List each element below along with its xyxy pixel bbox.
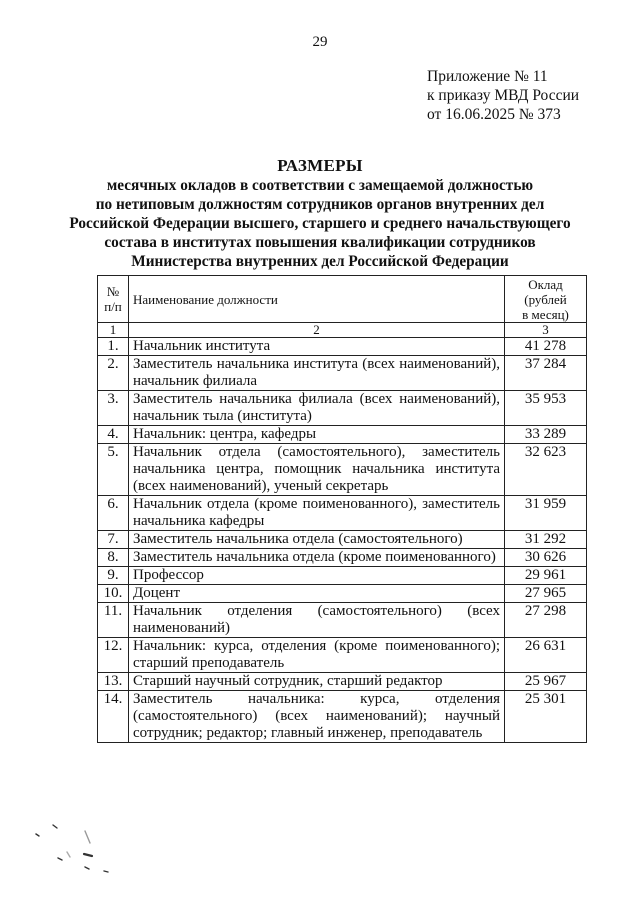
header-salary (505, 276, 587, 323)
position-name: Старший научный сотрудник, старший редактор (129, 673, 505, 691)
row-number: 3. (98, 391, 129, 426)
position-name: Начальник института (129, 338, 505, 356)
position-name: Начальник отдела (самостоятельного), заместитель начальника центра, помощник начальника института (всех наименований), ученый секретарь (129, 444, 505, 496)
position-name: Начальник отделения (самостоятельного) (всех наименований) (129, 603, 505, 638)
salary-value: 25 967 (505, 673, 587, 691)
position-name: Начальник: курса, отделения (кроме поименованного); старший преподаватель (129, 638, 505, 673)
row-number: 2. (98, 356, 129, 391)
document-title (0, 156, 640, 271)
position-name: Заместитель начальника отдела (самостоятельного) (129, 531, 505, 549)
table-row (98, 691, 587, 743)
row-number: 5. (98, 444, 129, 496)
salary-value: 26 631 (505, 638, 587, 673)
salary-value: 31 959 (505, 496, 587, 531)
table-header-row (98, 276, 587, 323)
table-row (98, 444, 587, 496)
header-number (98, 276, 129, 323)
header-salary-line: в месяц) (522, 306, 569, 322)
position-name: Заместитель начальника института (всех наименований), начальник филиала (129, 356, 505, 391)
salary-value: 41 278 (505, 338, 587, 356)
title-line: состава в институтах повышения квалификации сотрудников (104, 234, 536, 251)
row-number: 6. (98, 496, 129, 531)
appendix-line-1: Приложение № 11 (427, 68, 548, 85)
table-row (98, 426, 587, 444)
title-line: Российской Федерации высшего, старшего и среднего начальствующего (69, 215, 571, 232)
header-number-line: № (106, 284, 120, 299)
position-name: Начальник отдела (кроме поименованного), заместитель начальника кафедры (129, 496, 505, 531)
row-number: 11. (98, 603, 129, 638)
row-number: 13. (98, 673, 129, 691)
row-number: 10. (98, 585, 129, 603)
appendix-line-2: к приказу МВД России (427, 87, 580, 104)
position-name: Начальник: центра, кафедры (129, 426, 505, 444)
salary-table (97, 275, 587, 743)
position-name: Профессор (129, 567, 505, 585)
salary-value: 27 965 (505, 585, 587, 603)
position-name: Заместитель начальника: курса, отделения (самостоятельного) (всех наименований); научный сотрудник; редактор; главный инженер, преподаватель (129, 691, 505, 743)
column-index: 1 (98, 323, 129, 338)
salary-value: 27 298 (505, 603, 587, 638)
table-row (98, 673, 587, 691)
table-row (98, 567, 587, 585)
salary-value: 35 953 (505, 391, 587, 426)
position-name: Доцент (129, 585, 505, 603)
column-index: 2 (129, 323, 505, 338)
header-salary-line: (рублей (524, 291, 567, 307)
appendix-reference (427, 67, 579, 124)
table-row (98, 338, 587, 356)
row-number: 9. (98, 567, 129, 585)
row-number: 1. (98, 338, 129, 356)
position-name: Заместитель начальника отдела (кроме поименованного) (129, 549, 505, 567)
table-row (98, 603, 587, 638)
salary-value: 37 284 (505, 356, 587, 391)
position-name: Заместитель начальника филиала (всех наименований), начальник тыла (института) (129, 391, 505, 426)
table-row (98, 585, 587, 603)
table-row (98, 391, 587, 426)
table-row (98, 549, 587, 567)
salary-value: 25 301 (505, 691, 587, 743)
column-index: 3 (505, 323, 587, 338)
title-line: Министерства внутренних дел Российской Федерации (131, 253, 509, 270)
row-number: 8. (98, 549, 129, 567)
scan-artifact-marks (30, 805, 150, 875)
header-position-name: Наименование должности (129, 276, 505, 323)
row-number: 7. (98, 531, 129, 549)
row-number: 4. (98, 426, 129, 444)
table-row (98, 531, 587, 549)
table-row (98, 356, 587, 391)
salary-value: 30 626 (505, 549, 587, 567)
row-number: 14. (98, 691, 129, 743)
header-salary-line: Оклад (528, 276, 563, 292)
table-row (98, 638, 587, 673)
row-number: 12. (98, 638, 129, 673)
header-number-line: п/п (104, 299, 122, 314)
page-number: 29 (312, 34, 328, 50)
column-index-row (98, 323, 587, 338)
title-line: месячных окладов в соответствии с замещаемой должностью (106, 177, 534, 194)
salary-value: 32 623 (505, 444, 587, 496)
salary-value: 33 289 (505, 426, 587, 444)
table-row (98, 496, 587, 531)
appendix-line-3: от 16.06.2025 № 373 (427, 106, 561, 123)
title-main: РАЗМЕРЫ (277, 156, 363, 175)
title-line: по нетиповым должностям сотрудников органов внутренних дел (95, 196, 545, 213)
salary-value: 31 292 (505, 531, 587, 549)
salary-value: 29 961 (505, 567, 587, 585)
